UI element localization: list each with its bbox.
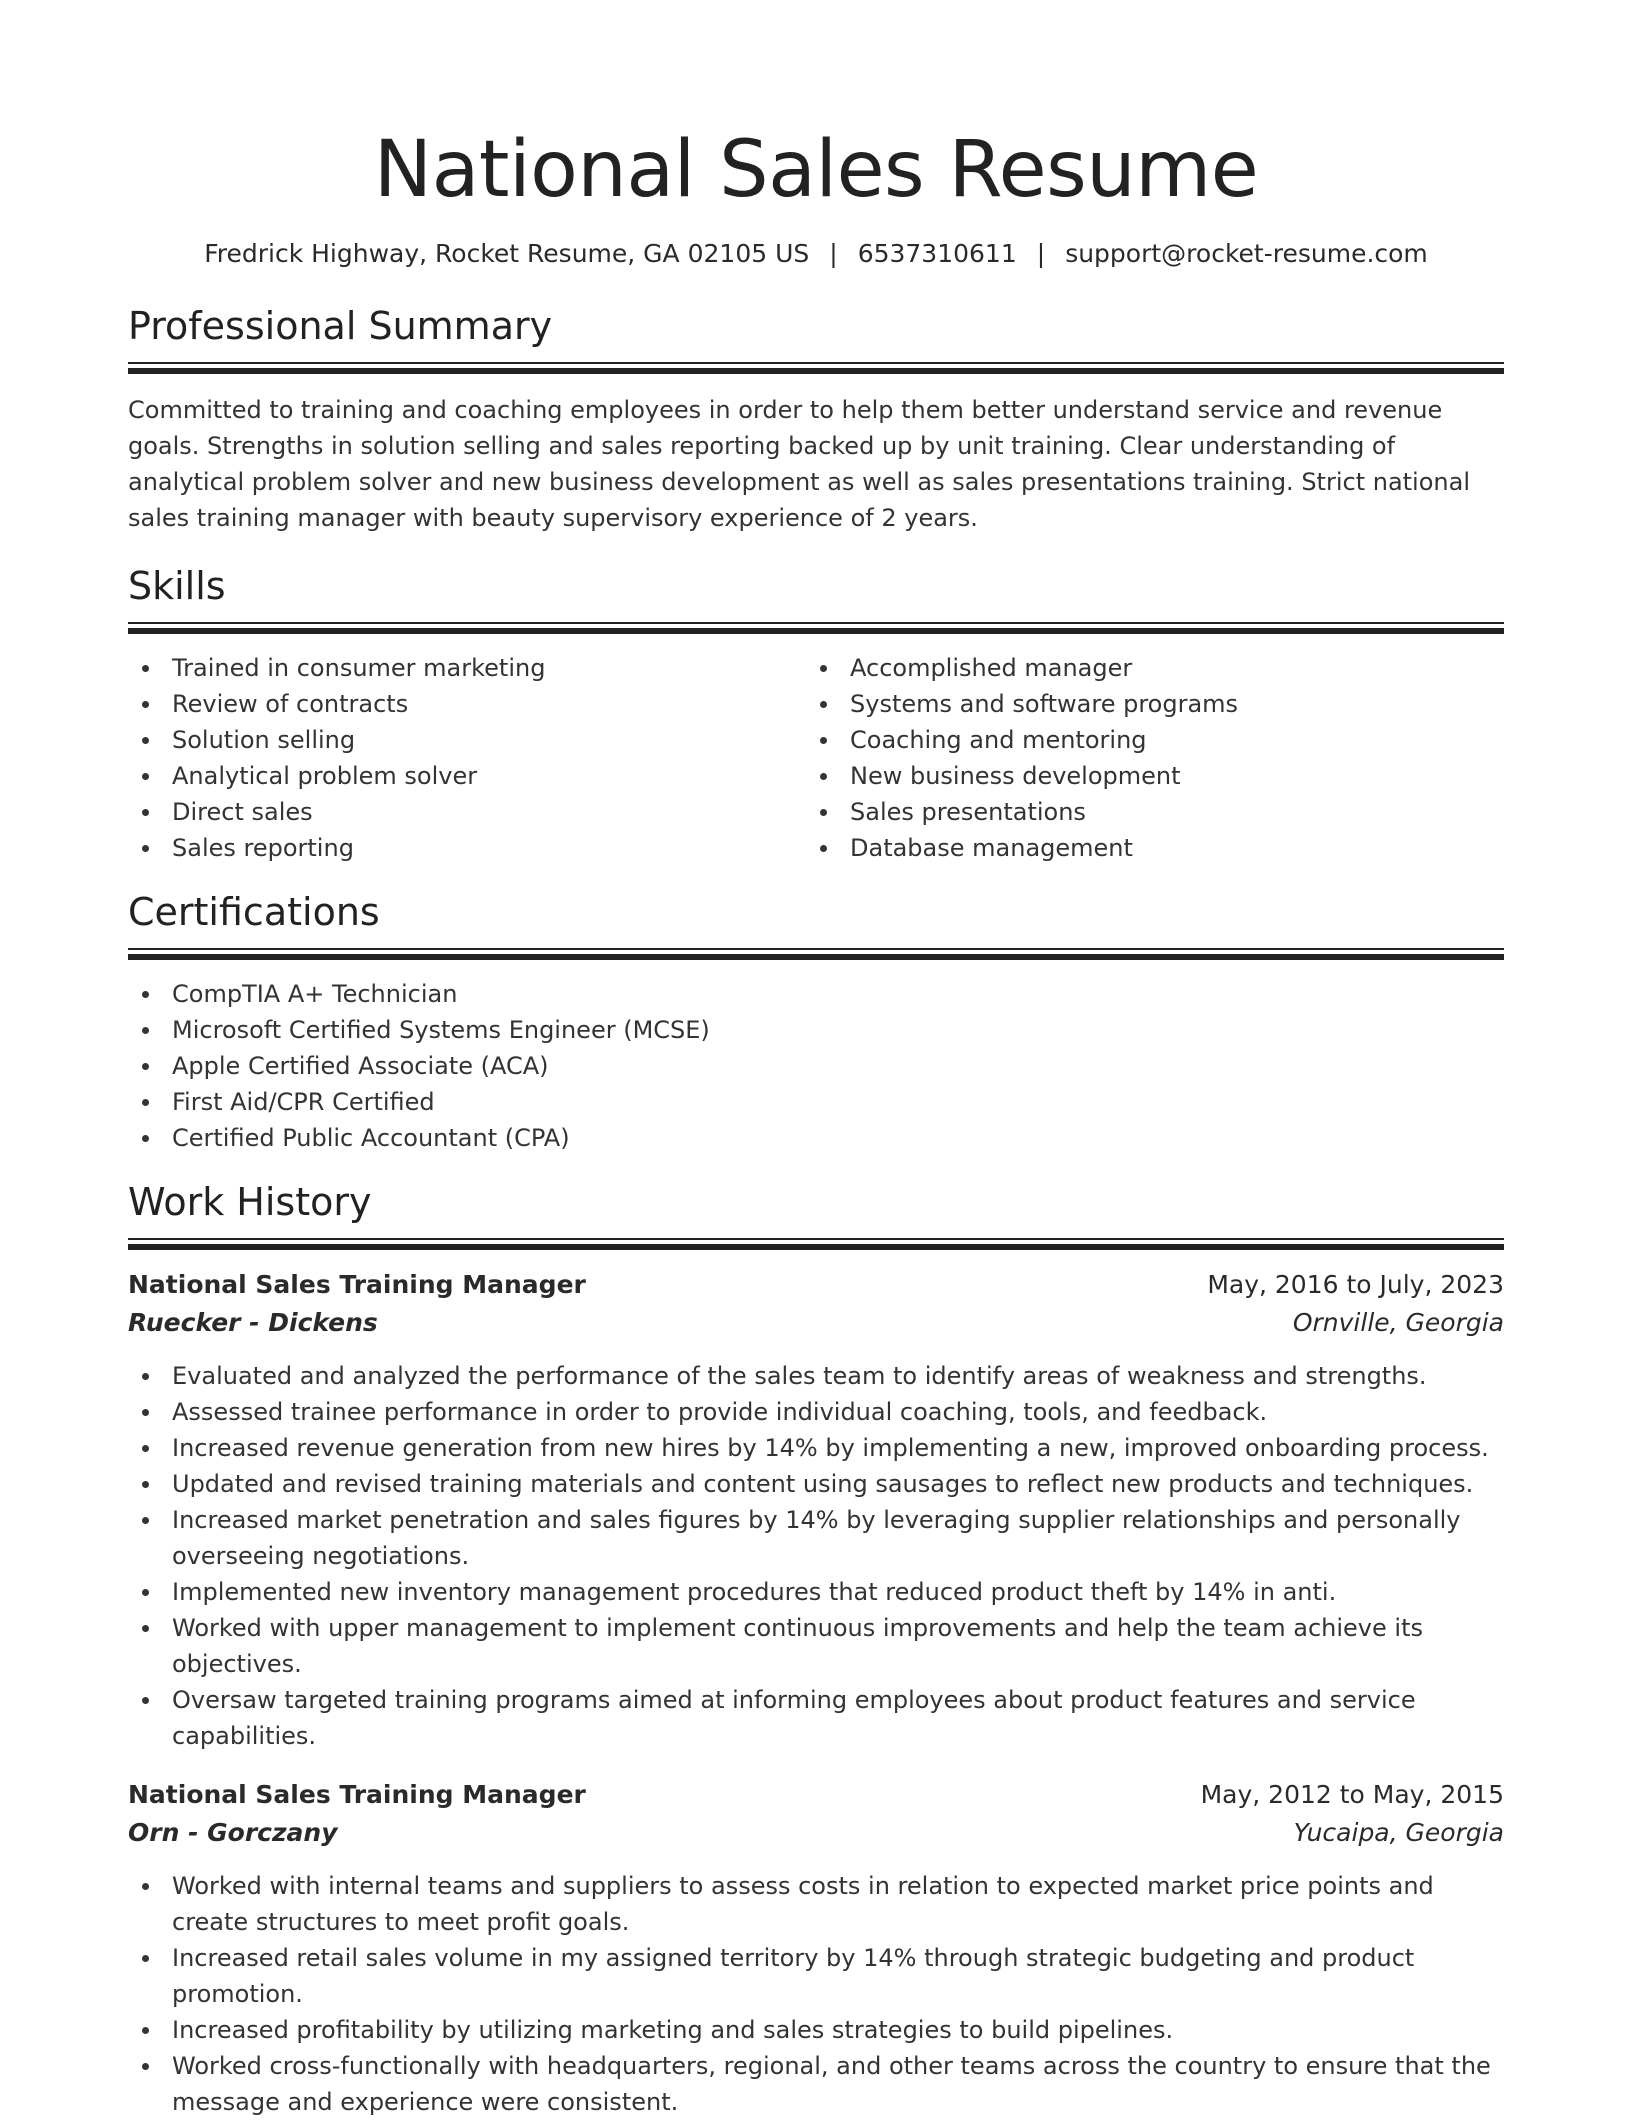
job-location: Ornville, Georgia [1292, 1308, 1504, 1337]
skills-columns [128, 650, 1504, 866]
job-subheader [128, 1304, 1504, 1342]
skills-section [128, 562, 1504, 866]
job-dates: May, 2016 to July, 2023 [1207, 1270, 1504, 1299]
resume-page [128, 0, 1504, 2120]
job-bullet: Updated and revised training materials and content using sausages to reflect new products and techniques. [128, 1466, 1504, 1502]
section-divider [128, 948, 1504, 960]
contact-address: Fredrick Highway, Rocket Resume, GA 02105 US [204, 239, 810, 268]
skill-item: Database management [806, 830, 1484, 866]
job-title: National Sales Training Manager [128, 1780, 586, 1809]
job-bullet: Increased retail sales volume in my assigned territory by 14% through strategic budgeting and product promotion. [128, 1940, 1504, 2012]
skill-item: Review of contracts [128, 686, 806, 722]
skill-item: Solution selling [128, 722, 806, 758]
certification-item: First Aid/CPR Certified [128, 1084, 1504, 1120]
skill-item: Direct sales [128, 794, 806, 830]
skill-item: Coaching and mentoring [806, 722, 1484, 758]
certification-item: Microsoft Certified Systems Engineer (MCSE) [128, 1012, 1504, 1048]
job-bullet: Oversaw targeted training programs aimed at informing employees about product features and service capabilities. [128, 1682, 1504, 1754]
job-header [128, 1776, 1504, 1814]
job-entry [128, 1266, 1504, 1754]
certification-item: Certified Public Accountant (CPA) [128, 1120, 1504, 1156]
skill-item: Sales reporting [128, 830, 806, 866]
skill-item: Analytical problem solver [128, 758, 806, 794]
section-divider [128, 1238, 1504, 1250]
job-location: Yucaipa, Georgia [1293, 1818, 1504, 1847]
job-subheader [128, 1814, 1504, 1852]
job-bullet: Implemented new inventory management procedures that reduced product theft by 14% in anti. [128, 1574, 1504, 1610]
section-divider [128, 362, 1504, 374]
skill-item: Systems and software programs [806, 686, 1484, 722]
job-bullet: Worked with internal teams and suppliers to assess costs in relation to expected market price points and create structures to meet profit goals. [128, 1868, 1504, 1940]
contact-separator: | [829, 239, 838, 268]
job-header [128, 1266, 1504, 1304]
skills-heading: Skills [128, 564, 226, 608]
job-bullet: Worked cross-functionally with headquarters, regional, and other teams across the country to ensure that the message and experience were consistent. [128, 2048, 1504, 2120]
job-title: National Sales Training Manager [128, 1270, 586, 1299]
resume-title: National Sales Resume [373, 125, 1259, 215]
job-entry [128, 1776, 1504, 2120]
skills-list-left [128, 650, 806, 866]
section-divider [128, 622, 1504, 634]
skill-item: Trained in consumer marketing [128, 650, 806, 686]
summary-heading: Professional Summary [128, 304, 553, 348]
work-history-heading: Work History [128, 1180, 372, 1224]
skills-list-right [806, 650, 1484, 866]
job-bullet: Evaluated and analyzed the performance of the sales team to identify areas of weakness and strengths. [128, 1358, 1504, 1394]
contact-line [128, 236, 1504, 272]
job-company: Ruecker - Dickens [128, 1308, 378, 1337]
job-bullet: Worked with upper management to implement continuous improvements and help the team achieve its objectives. [128, 1610, 1504, 1682]
summary-text: Committed to training and coaching employees in order to help them better understand service and revenue goals. Strengths in solution selling and sales reporting backed up by unit training. Clear understanding of analytical problem solver and new business development as well as sales presentations training. Strict national sales training manager with beauty supervisory experience of 2 years. [128, 396, 1470, 532]
skill-item: Accomplished manager [806, 650, 1484, 686]
skill-item: Sales presentations [806, 794, 1484, 830]
certifications-section [128, 888, 1504, 1156]
work-history-section [128, 1178, 1504, 2120]
summary-section [128, 302, 1504, 536]
certifications-heading: Certifications [128, 890, 380, 934]
job-bullet: Increased revenue generation from new hires by 14% by implementing a new, improved onboarding process. [128, 1430, 1504, 1466]
job-bullet: Increased profitability by utilizing marketing and sales strategies to build pipelines. [128, 2012, 1504, 2048]
contact-email: support@rocket-resume.com [1065, 239, 1428, 268]
job-bullet-list [128, 1358, 1504, 1754]
job-bullet: Assessed trainee performance in order to provide individual coaching, tools, and feedback. [128, 1394, 1504, 1430]
job-company: Orn - Gorczany [128, 1818, 338, 1847]
certifications-list [128, 976, 1504, 1156]
certification-item: CompTIA A+ Technician [128, 976, 1504, 1012]
contact-phone: 6537310611 [857, 239, 1017, 268]
job-bullet-list [128, 1868, 1504, 2120]
job-dates: May, 2012 to May, 2015 [1200, 1780, 1504, 1809]
job-bullet: Increased market penetration and sales figures by 14% by leveraging supplier relationships and personally overseeing negotiations. [128, 1502, 1504, 1574]
skill-item: New business development [806, 758, 1484, 794]
certification-item: Apple Certified Associate (ACA) [128, 1048, 1504, 1084]
contact-separator: | [1036, 239, 1046, 268]
